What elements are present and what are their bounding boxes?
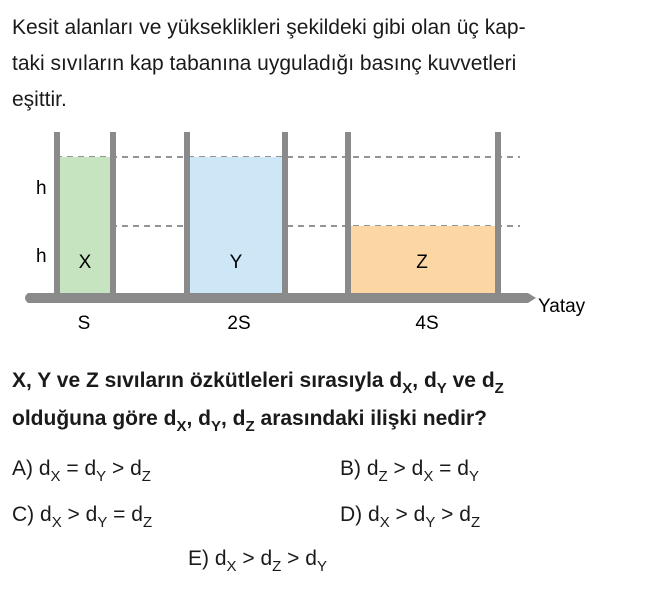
option-c[interactable]: C) $d_X > d_Y = d_Z$ [12, 503, 153, 531]
area-label-z: 4S [415, 313, 439, 334]
height-label-lower: h [36, 246, 47, 267]
height-label-upper: h [36, 178, 47, 199]
question-text [12, 362, 652, 438]
ground-label: Yatay [538, 296, 586, 317]
question-line-1: X, Y ve Z sıvıların özkütleleri sırasıyla $d_X$, $d_Y$ ve $d_Z$ [12, 369, 504, 397]
liquid-y [190, 157, 282, 298]
option-a[interactable]: A) $d_X = d_Y > d_Z$ [12, 457, 151, 485]
area-label-y: 2S [227, 313, 251, 334]
liquid-x [60, 157, 110, 298]
area-label-x: S [77, 313, 91, 334]
intro-line-3: eşittir. [12, 88, 67, 111]
option-d[interactable]: D) $d_X > d_Y > d_Z$ [340, 503, 481, 531]
intro-text [12, 10, 652, 118]
option-e[interactable]: E) $d_X > d_Z > d_Y$ [188, 547, 327, 575]
option-b[interactable]: B) $d_Z > d_X = d_Y$ [340, 457, 479, 485]
containers-figure [0, 130, 660, 340]
intro-line-1: Kesit alanları ve yükseklikleri şekildeki gibi olan üç kap- [12, 16, 526, 39]
intro-line-2: taki sıvıların kap tabanına uyguladığı basınç kuvvetleri [12, 52, 517, 75]
question-line-2: olduğuna göre $d_X$, $d_Y$, $d_Z$ arasındaki ilişki nedir? [12, 407, 487, 435]
liquid-z-label: Z [416, 252, 428, 273]
liquid-x-label: X [78, 252, 92, 273]
liquid-y-label: Y [229, 252, 243, 273]
horizontal-ground [25, 293, 536, 303]
